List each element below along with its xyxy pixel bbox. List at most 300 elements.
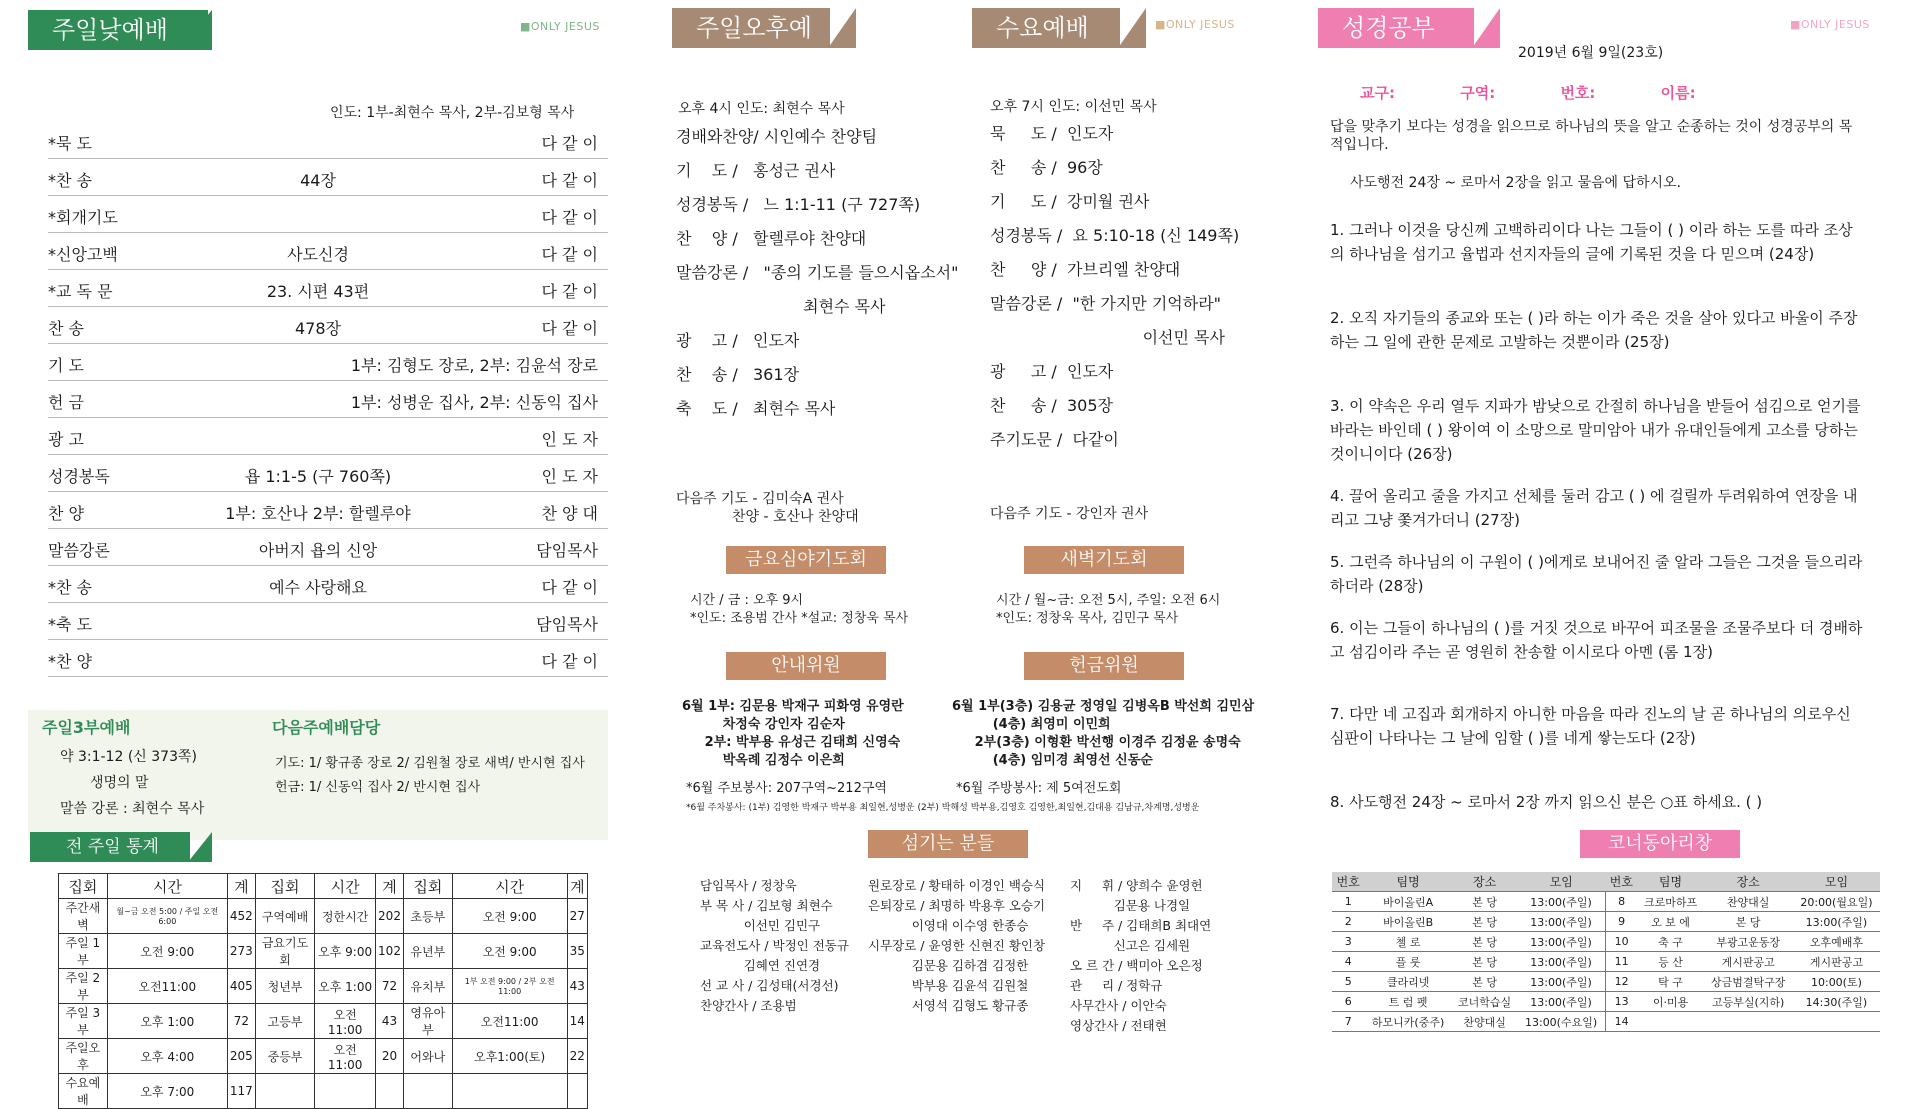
stats-cell: 초등부 <box>403 899 452 934</box>
clubs-cell <box>1793 1012 1880 1032</box>
field-district: 교구: <box>1360 84 1395 102</box>
third-service-title: 주일3부예배 <box>42 718 131 737</box>
clubs-cell: 찬양대실 <box>1452 1012 1518 1032</box>
clubs-header-cell: 장소 <box>1703 872 1792 892</box>
third-line: 약 3:1-12 (신 373쪽) <box>60 749 197 765</box>
bible-range: 사도행전 24장 ~ 로마서 2장을 읽고 물음에 답하시오. <box>1350 175 1682 191</box>
order-line: 주기도문 / 다같이 <box>990 430 1119 449</box>
order-line: 기 도 / 강미월 권사 <box>990 192 1150 211</box>
table-row <box>1332 972 1880 992</box>
order-line: 광 고 / 인도자 <box>676 331 800 350</box>
row-leader: 찬 양 대 <box>541 504 598 523</box>
clubs-cell: 이·미용 <box>1638 992 1704 1012</box>
row-leader: 담임목사 <box>536 615 598 634</box>
order-line: 찬 송 / 361장 <box>676 365 799 384</box>
bible-title: 성경공부 <box>1318 8 1474 48</box>
stats-cell: 102 <box>376 934 404 969</box>
stats-cell: 주일오후 <box>59 1039 108 1074</box>
stats-cell: 20 <box>376 1039 404 1074</box>
table-row <box>59 969 588 1004</box>
stats-cell: 오후1:00(토) <box>452 1039 567 1074</box>
row-leader: 다 같 이 <box>541 319 598 338</box>
row-item: 찬 송 <box>48 319 84 338</box>
row-detail: 1부: 호산나 2부: 할렐루야 <box>225 504 411 523</box>
stats-cell: 금요기도회 <box>255 934 314 969</box>
clubs-header-cell: 모임 <box>1793 872 1880 892</box>
servant-line: 부 목 사 / 김보형 최현수 <box>700 898 833 913</box>
table-row <box>59 1074 588 1109</box>
service-row <box>48 603 608 640</box>
servant-line: 사무간사 / 이안숙 <box>1070 998 1167 1013</box>
clubs-cell: 6 <box>1332 992 1364 1012</box>
servant-line: 반 주 / 김태희B 최대연 <box>1070 918 1212 933</box>
clubs-header-cell: 팀명 <box>1364 872 1451 892</box>
wed-header: 오후 7시 인도: 이선민 목사 <box>990 99 1157 115</box>
row-item: *신앙고백 <box>48 245 118 264</box>
title-ribbon <box>178 10 212 50</box>
servant-line: 김문용 나경일 <box>1070 898 1191 913</box>
wed-order <box>990 116 1239 456</box>
stats-cell: 117 <box>227 1074 255 1109</box>
clubs-header-cell: 번호 <box>1605 872 1637 892</box>
row-leader: 담임목사 <box>536 541 598 560</box>
stats-cell: 205 <box>227 1039 255 1074</box>
row-detail: 23. 시편 43편 <box>266 282 370 301</box>
clubs-cell: 본 당 <box>1452 932 1518 952</box>
servant-line: 이선민 김민구 <box>700 918 821 933</box>
stats-cell: 주간새벽 <box>59 899 108 934</box>
stats-cell: 452 <box>227 899 255 934</box>
stats-title: 전 주일 통계 <box>30 832 190 862</box>
row-detail: 욥 1:1-5 (구 760쪽) <box>244 467 392 486</box>
row-item: *교 독 문 <box>48 282 113 301</box>
offering-title: 헌금위원 <box>1024 652 1184 680</box>
service-row <box>48 381 608 418</box>
row-item: *찬 송 <box>48 171 92 190</box>
guide-line: 2부: 박부용 유성근 김태희 신영숙 <box>682 735 901 750</box>
field-zone: 구역: <box>1460 84 1496 102</box>
friday-info <box>690 592 908 628</box>
clubs-cell: 13:00(주일) <box>1518 932 1606 952</box>
order-line: 경배와찬양/ 시인예수 찬양팀 <box>676 127 878 146</box>
clubs-cell: 20:00(월요일) <box>1793 892 1880 912</box>
stats-cell: 오전 9:00 <box>452 934 567 969</box>
order-line: 찬 송 / 96장 <box>990 158 1103 177</box>
question-item: 6. 이는 그들이 하나님의 ( )를 거짓 것으로 바꾸어 피조물을 조물주보다 더 경배하고 섬김이라 주는 곧 영원히 찬송할 이시로다 아멘 (롬 1장) <box>1330 619 1863 661</box>
clubs-cell: 11 <box>1605 952 1637 972</box>
wed-title: 수요예배 <box>972 8 1120 48</box>
dawn-time: 시간 / 월~금: 오전 5시, 주일: 오전 6시 <box>996 593 1221 608</box>
service-row <box>48 529 608 566</box>
table-row <box>1332 1012 1880 1032</box>
stats-header-cell: 시간 <box>315 874 376 899</box>
offering-line: 6월 1부(3층) 김용균 정영일 김병옥B 박선희 김민삼 <box>952 699 1255 714</box>
row-detail: 사도신경 <box>287 245 349 264</box>
clubs-cell: 바이올린B <box>1364 912 1451 932</box>
stats-ribbon <box>188 832 212 862</box>
stats-cell: 오후 7:00 <box>107 1074 227 1109</box>
row-leader: 인 도 자 <box>541 430 598 449</box>
sunday-am-column <box>0 0 630 1107</box>
stats-cell: 오전 9:00 <box>107 934 227 969</box>
offering-line: (4층) 최영미 이민희 <box>952 717 1111 732</box>
row-item: 말씀강론 <box>48 541 110 560</box>
order-line: 광 고 / 인도자 <box>990 362 1114 381</box>
servant-line: 오 르 간 / 백미아 오은정 <box>1070 958 1203 973</box>
stats-header-cell: 계 <box>227 874 255 899</box>
row-leader: 다 같 이 <box>541 134 598 153</box>
order-line: 성경봉독 / 느 1:1-11 (구 727쪽) <box>676 195 921 214</box>
stats-cell: 영유아부 <box>403 1004 452 1039</box>
bible-fields <box>1360 82 1696 103</box>
third-service-lines <box>60 744 204 822</box>
service-row <box>48 455 608 492</box>
stats-header-cell: 계 <box>567 874 587 899</box>
service-row <box>48 159 608 196</box>
row-leader: 다 같 이 <box>541 578 598 597</box>
dawn-title: 새벽기도회 <box>1024 546 1184 574</box>
clubs-cell: 등 산 <box>1638 952 1704 972</box>
parking-volunteer: *6월 주차봉사: (1부) 김영한 박재구 박부용 최일현,성병운 (2부) 박해성 박부용,김영호 김영한,최일현,김대용 김남규,차계명,성병운 <box>686 803 1200 813</box>
guide-volunteer: *6월 주보봉사: 207구역~212구역 <box>686 781 887 796</box>
guide-line: 차정숙 강인자 김순자 <box>682 717 845 732</box>
stats-cell: 주일 3부 <box>59 1004 108 1039</box>
only-jesus-label: ■ONLY JESUS <box>1790 18 1870 31</box>
service-row <box>48 270 608 307</box>
order-line: 묵 도 / 인도자 <box>990 124 1114 143</box>
clubs-cell: 축 구 <box>1638 932 1704 952</box>
stats-cell: 오후 1:00 <box>107 1004 227 1039</box>
service-row <box>48 418 608 455</box>
row-detail: 예수 사랑해요 <box>269 578 367 597</box>
row-item: 성경봉독 <box>48 467 110 486</box>
servant-line: 지 휘 / 양희수 윤영헌 <box>1070 878 1203 893</box>
row-leader: 다 같 이 <box>541 652 598 671</box>
table-row <box>59 934 588 969</box>
clubs-cell: 본 당 <box>1452 892 1518 912</box>
next-duty-title: 다음주예배담당 <box>272 718 381 737</box>
stats-cell: 22 <box>567 1039 587 1074</box>
friday-leaders: *인도: 조용범 간사 *설교: 정창욱 목사 <box>690 611 909 626</box>
guide-lines <box>682 698 904 770</box>
stats-header-cell: 집회 <box>255 874 314 899</box>
stats-cell: 14 <box>567 1004 587 1039</box>
next-duty-lines <box>275 752 585 800</box>
servant-line: 이영대 이수영 한종승 <box>868 918 1029 933</box>
row-item: 찬 양 <box>48 504 84 523</box>
row-item: *찬 송 <box>48 578 92 597</box>
stats-cell: 43 <box>567 969 587 1004</box>
servant-line: 은퇴장로 / 최명하 박용후 오승기 <box>868 898 1046 913</box>
question-item: 8. 사도행전 24장 ~ 로마서 2장 까지 읽으신 분은 ○표 하세요. ( ) <box>1330 793 1763 811</box>
clubs-table <box>1332 872 1880 1032</box>
stats-header-cell: 계 <box>376 874 404 899</box>
stats-cell: 고등부 <box>255 1004 314 1039</box>
guide-line: 박옥례 김정수 이은희 <box>682 753 845 768</box>
stats-cell <box>255 1074 314 1109</box>
stats-cell <box>403 1074 452 1109</box>
question-item: 7. 다만 네 고집과 회개하지 아니한 마음을 따라 진노의 날 곧 하나님의 의로우신 심판이 나타나는 그 날에 임할 ( )를 네게 쌓는도다 (2장) <box>1330 705 1851 747</box>
clubs-cell: 13:00(주일) <box>1793 912 1880 932</box>
next-duty-line: 기도: 1/ 황규종 장로 2/ 김원철 장로 새벽/ 반시현 집사 <box>275 756 585 771</box>
friday-time: 시간 / 금 : 오후 9시 <box>690 593 804 608</box>
clubs-cell: 게시판공고 <box>1793 952 1880 972</box>
order-line: 성경봉독 / 요 5:10-18 (신 149쪽) <box>990 226 1240 245</box>
row-leader: 다 같 이 <box>541 208 598 227</box>
order-line: 말씀강론 / "한 가지만 기억하라" <box>990 294 1222 313</box>
stats-cell <box>567 1074 587 1109</box>
stats-cell: 오전11:00 <box>315 1004 376 1039</box>
question-item: 2. 오직 자기들의 종교와 또는 ( )라 하는 이가 죽은 것을 살아 있다고 바울이 주장하는 그 일에 관한 문제로 고발하는 것뿐이라 (25장) <box>1330 309 1858 351</box>
stats-cell: 오후 1:00 <box>315 969 376 1004</box>
order-line: 이선민 목사 <box>990 328 1225 347</box>
clubs-cell: 오후예배후 <box>1793 932 1880 952</box>
question-item: 3. 이 약속은 우리 열두 지파가 밤낮으로 간절히 하나님을 받들어 섬김으로 얻기를 바라는 바인데 ( ) 왕이여 이 소망으로 말미암아 내가 유대인들에게 고소를 당하는 것이니이다 (26장) <box>1330 397 1861 463</box>
stats-cell: 오전11:00 <box>452 1004 567 1039</box>
title-ribbon <box>828 8 856 48</box>
bible-date: 2019년 6월 9일(23호) <box>1518 45 1664 61</box>
clubs-cell: 오 보 에 <box>1638 912 1704 932</box>
servant-line: 선 교 사 / 김성태(서경선) <box>700 978 839 993</box>
row-detail: 44장 <box>300 171 336 190</box>
servant-line: 김혜연 진연경 <box>700 958 821 973</box>
order-line: 말씀강론 / "종의 기도를 들으시옵소서" <box>676 263 959 282</box>
stats-cell <box>315 1074 376 1109</box>
clubs-cell: 9 <box>1605 912 1637 932</box>
servants-col-3 <box>1070 876 1211 1036</box>
clubs-header-row <box>1332 872 1880 892</box>
clubs-cell: 1 <box>1332 892 1364 912</box>
clubs-cell: 고등부실(지하) <box>1703 992 1792 1012</box>
stats-cell: 202 <box>376 899 404 934</box>
kitchen-volunteer: *6월 주방봉사: 제 5여전도회 <box>956 781 1122 796</box>
service-row <box>48 196 608 233</box>
order-line: 찬 양 / 할렐루야 찬양대 <box>676 229 867 248</box>
servant-line: 영상간사 / 전태현 <box>1070 1018 1167 1033</box>
clubs-cell: 코너학습실 <box>1452 992 1518 1012</box>
servant-line: 시무장로 / 윤영한 신현진 황인창 <box>868 938 1046 953</box>
field-name: 이름: <box>1660 84 1696 102</box>
stats-cell: 수요예배 <box>59 1074 108 1109</box>
stats-header-cell: 시간 <box>452 874 567 899</box>
service-row <box>48 233 608 270</box>
servants-col-2 <box>868 876 1045 1016</box>
order-line: 찬 양 / 가브리엘 찬양대 <box>990 260 1181 279</box>
order-line: 기 도 / 홍성근 권사 <box>676 161 836 180</box>
clubs-cell: 14 <box>1605 1012 1637 1032</box>
clubs-cell: 13:00(수요일) <box>1518 1012 1606 1032</box>
clubs-cell: 탁 구 <box>1638 972 1704 992</box>
offering-lines <box>952 698 1254 770</box>
clubs-cell: 상금범결탁구장 <box>1703 972 1792 992</box>
servant-line: 박부용 김윤석 김원철 <box>868 978 1029 993</box>
stats-cell: 주일 2부 <box>59 969 108 1004</box>
service-row <box>48 344 608 381</box>
clubs-cell: 13:00(주일) <box>1518 952 1606 972</box>
servant-line: 서영석 김형도 황규종 <box>868 998 1029 1013</box>
service-row <box>48 122 608 159</box>
stats-cell: 청년부 <box>255 969 314 1004</box>
sunday-pm-header: 오후 4시 인도: 최현수 목사 <box>678 101 845 117</box>
row-leader: 다 같 이 <box>541 245 598 264</box>
stats-cell: 오후 4:00 <box>107 1039 227 1074</box>
servant-line: 담임목사 / 정창욱 <box>700 878 797 893</box>
clubs-cell: 게시판공고 <box>1703 952 1792 972</box>
servant-line: 신고은 김세원 <box>1070 938 1191 953</box>
clubs-cell <box>1703 1012 1792 1032</box>
clubs-cell: 14:30(주일) <box>1793 992 1880 1012</box>
order-line: 최현수 목사 <box>676 297 886 316</box>
clubs-cell: 2 <box>1332 912 1364 932</box>
stats-cell: 구역예배 <box>255 899 314 934</box>
table-row <box>59 1039 588 1074</box>
clubs-header-cell: 장소 <box>1452 872 1518 892</box>
clubs-cell: 12 <box>1605 972 1637 992</box>
service-row <box>48 492 608 529</box>
row-item: 헌 금 <box>48 393 84 412</box>
table-row <box>1332 932 1880 952</box>
sunday-am-title: 주일낮예배 <box>28 10 208 50</box>
guide-line: 6월 1부: 김문용 박재구 피화영 유영란 <box>682 699 904 714</box>
stats-cell: 오전 9:00 <box>452 899 567 934</box>
stats-cell <box>452 1074 567 1109</box>
order-line: 축 도 / 최현수 목사 <box>676 399 836 418</box>
table-row <box>1332 992 1880 1012</box>
table-row <box>59 899 588 934</box>
stats-cell: 주일 1부 <box>59 934 108 969</box>
stats-cell: 오전11:00 <box>107 969 227 1004</box>
order-line: 찬 송 / 305장 <box>990 396 1113 415</box>
third-line: 생명의 말 <box>90 775 149 791</box>
field-number: 번호: <box>1560 84 1596 102</box>
stats-cell: 오후 9:00 <box>315 934 376 969</box>
clubs-cell: 13:00(주일) <box>1518 992 1606 1012</box>
clubs-cell: 크로마하프 <box>1638 892 1704 912</box>
sunday-pm-order <box>676 120 958 426</box>
stats-header-cell: 집회 <box>59 874 108 899</box>
table-row <box>59 1004 588 1039</box>
sunday-pm-next <box>676 490 859 526</box>
sunday-pm-title: 주일오후예배 <box>672 8 830 48</box>
servant-line: 관 리 / 정학규 <box>1070 978 1163 993</box>
clubs-cell: 본 당 <box>1452 972 1518 992</box>
row-leader: 1부: 성병운 집사, 2부: 신동익 집사 <box>350 393 598 412</box>
stats-cell: 중등부 <box>255 1039 314 1074</box>
clubs-cell: 10 <box>1605 932 1637 952</box>
row-item: *묵 도 <box>48 134 92 153</box>
offering-line: (4층) 임미경 최영선 신동순 <box>952 753 1153 768</box>
clubs-header-cell: 팀명 <box>1638 872 1704 892</box>
servant-line: 교육전도사 / 박정인 전동규 <box>700 938 849 953</box>
clubs-header-cell: 번호 <box>1332 872 1364 892</box>
row-leader: 다 같 이 <box>541 171 598 190</box>
clubs-cell: 3 <box>1332 932 1364 952</box>
stats-cell: 유년부 <box>403 934 452 969</box>
stats-cell: 정한시간 <box>315 899 376 934</box>
row-leader: 다 같 이 <box>541 282 598 301</box>
clubs-cell: 첼 로 <box>1364 932 1451 952</box>
stats-cell: 1부 오전 9:00 / 2부 오전 11:00 <box>452 969 567 1004</box>
stats-cell: 405 <box>227 969 255 1004</box>
next-duty-line: 헌금: 1/ 신동익 집사 2/ 반시현 집사 <box>275 780 481 795</box>
stats-cell: 72 <box>376 969 404 1004</box>
row-item: 광 고 <box>48 430 84 449</box>
stats-cell: 어와나 <box>403 1039 452 1074</box>
wed-next: 다음주 기도 - 강인자 권사 <box>990 506 1149 522</box>
row-leader: 인 도 자 <box>541 467 598 486</box>
servant-line: 찬양간사 / 조용범 <box>700 998 797 1013</box>
friday-title: 금요심야기도회 <box>726 546 886 574</box>
servant-line: 김문용 김하겸 김정한 <box>868 958 1029 973</box>
clubs-cell: 찬양대실 <box>1703 892 1792 912</box>
table-row <box>1332 912 1880 932</box>
clubs-cell: 하모니카(중주) <box>1364 1012 1451 1032</box>
stats-cell: 유치부 <box>403 969 452 1004</box>
clubs-cell: 7 <box>1332 1012 1364 1032</box>
stats-cell: 43 <box>376 1004 404 1039</box>
third-line: 말씀 강론 : 최현수 목사 <box>60 801 205 817</box>
title-ribbon <box>1118 8 1146 48</box>
clubs-title: 코너동아리창 <box>1580 830 1740 858</box>
table-row <box>1332 892 1880 912</box>
service-row <box>48 640 608 677</box>
table-row <box>1332 952 1880 972</box>
stats-header-row <box>59 874 588 899</box>
clubs-cell: 5 <box>1332 972 1364 992</box>
stats-cell: 72 <box>227 1004 255 1039</box>
servants-title: 섬기는 분들 <box>868 830 1028 858</box>
guide-title: 안내위원 <box>726 652 886 680</box>
offering-line: 2부(3층) 이형환 박선행 이경주 김정윤 송명숙 <box>952 735 1241 750</box>
servant-line: 원로장로 / 황태하 이경인 백승식 <box>868 878 1046 893</box>
dawn-info <box>996 592 1220 628</box>
row-item: *회개기도 <box>48 208 118 227</box>
clubs-cell: 트 럼 펫 <box>1364 992 1451 1012</box>
row-leader: 1부: 김형도 장로, 2부: 김윤석 장로 <box>350 356 598 375</box>
clubs-cell: 10:00(토) <box>1793 972 1880 992</box>
stats-cell <box>376 1074 404 1109</box>
sunday-am-leader: 인도: 1부-최현수 목사, 2부-김보형 목사 <box>330 105 575 121</box>
next-praise: 찬양 - 호산나 찬양대 <box>732 509 859 525</box>
stats-cell: 오전11:00 <box>315 1039 376 1074</box>
clubs-cell: 본 당 <box>1703 912 1792 932</box>
question-item: 1. 그러나 이것을 당신께 고백하리이다 나는 그들이 ( ) 이라 하는 도를 따라 조상의 하나님을 섬기고 율법과 선지자들의 글에 기록된 것을 다 믿으며 (24장) <box>1330 221 1853 263</box>
clubs-cell: 플 룻 <box>1364 952 1451 972</box>
dawn-leaders: *인도: 정창욱 목사, 김민구 목사 <box>996 611 1179 626</box>
stats-cell: 27 <box>567 899 587 934</box>
servants-col-1 <box>700 876 849 1016</box>
only-jesus-label: ■ONLY JESUS <box>520 20 600 33</box>
clubs-cell: 부광고운동장 <box>1703 932 1792 952</box>
question-item: 5. 그런즉 하나님의 이 구원이 ( )에게로 보내어진 줄 알라 그들은 그것을 들으리라 하더라 (28장) <box>1330 553 1863 595</box>
stats-cell: 35 <box>567 934 587 969</box>
service-row <box>48 566 608 603</box>
row-item: *찬 양 <box>48 652 92 671</box>
clubs-cell: 13 <box>1605 992 1637 1012</box>
clubs-cell: 13:00(주일) <box>1518 972 1606 992</box>
bible-intro: 답을 맞추기 보다는 성경을 읽으므로 하나님의 뜻을 알고 순종하는 것이 성경공부의 목적입니다. <box>1330 119 1853 153</box>
clubs-cell: 13:00(주일) <box>1518 912 1606 932</box>
title-ribbon <box>1472 8 1500 48</box>
stats-header-cell: 집회 <box>403 874 452 899</box>
row-item: 기 도 <box>48 356 84 375</box>
stats-table <box>58 873 588 1109</box>
clubs-cell <box>1638 1012 1704 1032</box>
clubs-header-cell: 모임 <box>1518 872 1606 892</box>
clubs-cell: 본 당 <box>1452 912 1518 932</box>
question-item: 4. 끌어 올리고 줄을 가지고 선체를 둘러 감고 ( ) 에 걸릴까 두려워하여 연장을 내리고 그냥 쫓겨가더니 (27장) <box>1330 487 1858 529</box>
service-row <box>48 307 608 344</box>
